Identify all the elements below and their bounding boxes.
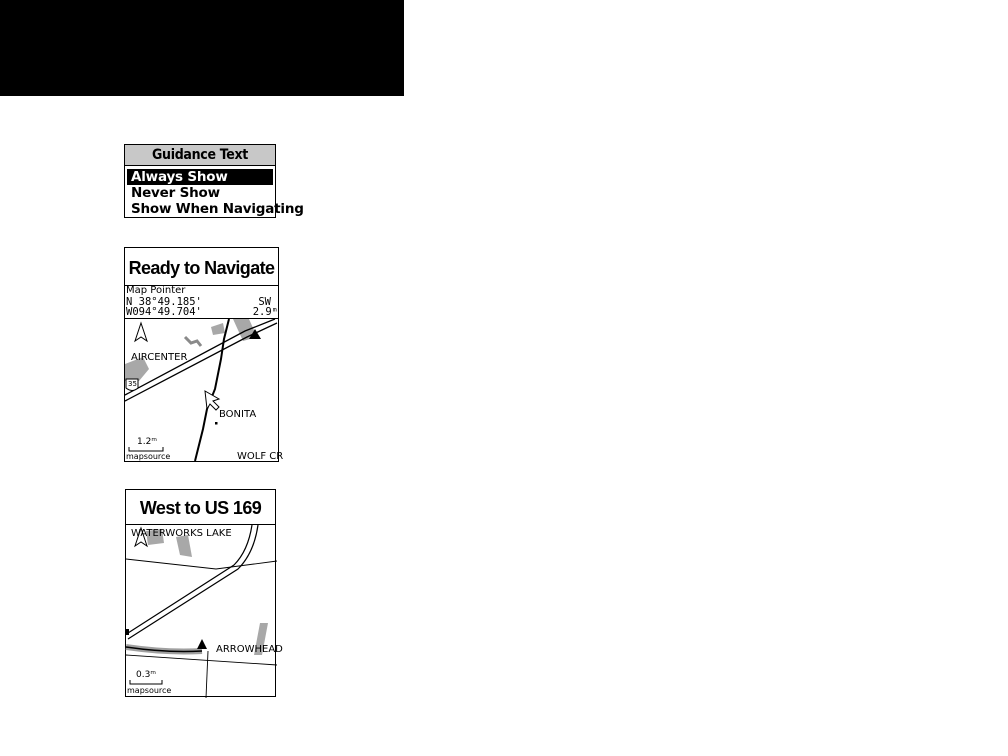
highway-line [128, 525, 258, 639]
option-never-show[interactable]: Never Show [131, 185, 220, 201]
map-source-label: mapsource [127, 686, 172, 695]
map-road-minor [206, 651, 208, 698]
guidance-banner: Ready to Navigate [125, 248, 278, 286]
edge-marker [126, 629, 129, 635]
map-source-label: mapsource [126, 452, 171, 461]
guidance-text-menu [124, 144, 304, 218]
pointer-direction: SW [258, 296, 271, 308]
scale-label: 0.3ᵐ [136, 670, 156, 680]
scale-bar [130, 680, 162, 684]
label-arrowhead: ARROWHEAD [216, 644, 283, 655]
pointer-label: Map Pointer [126, 285, 186, 296]
town-dot [215, 422, 218, 425]
header-bar [0, 0, 404, 96]
map-screen-west [125, 489, 283, 697]
north-arrow-icon [135, 323, 147, 341]
pointer-latitude: N 38°49.185' [126, 296, 202, 308]
map-area-gray [211, 323, 225, 335]
current-position-icon [197, 639, 207, 649]
map-road-minor [126, 559, 277, 569]
map-screen-ready [124, 247, 284, 462]
scale-label: 1.2ᵐ [137, 437, 157, 447]
menu-title: Guidance Text [125, 145, 275, 166]
label-bonita: BONITA [219, 409, 257, 420]
option-always-show[interactable]: Always Show [127, 169, 273, 185]
scale-bar [129, 447, 163, 451]
map-road-minor [185, 337, 201, 346]
pointer-distance: 2.9ᵐ [252, 306, 278, 318]
pointer-longitude: W094°49.704' [126, 306, 202, 318]
guidance-banner: West to US 169 [126, 490, 275, 525]
highway-number: 35 [128, 380, 137, 388]
label-wolf-creek: WOLF CR [237, 451, 284, 462]
map-pointer-info [125, 285, 278, 319]
map-road-minor [126, 655, 277, 665]
label-waterworks-lake: WATERWORKS LAKE [131, 528, 232, 539]
route-line [195, 319, 229, 461]
map-view[interactable] [125, 319, 284, 462]
highway-line [128, 525, 252, 633]
map-view[interactable] [126, 525, 283, 696]
option-show-when-navigating[interactable]: Show When Navigating [131, 201, 304, 217]
label-aircenter: AIRCENTER [131, 352, 188, 363]
